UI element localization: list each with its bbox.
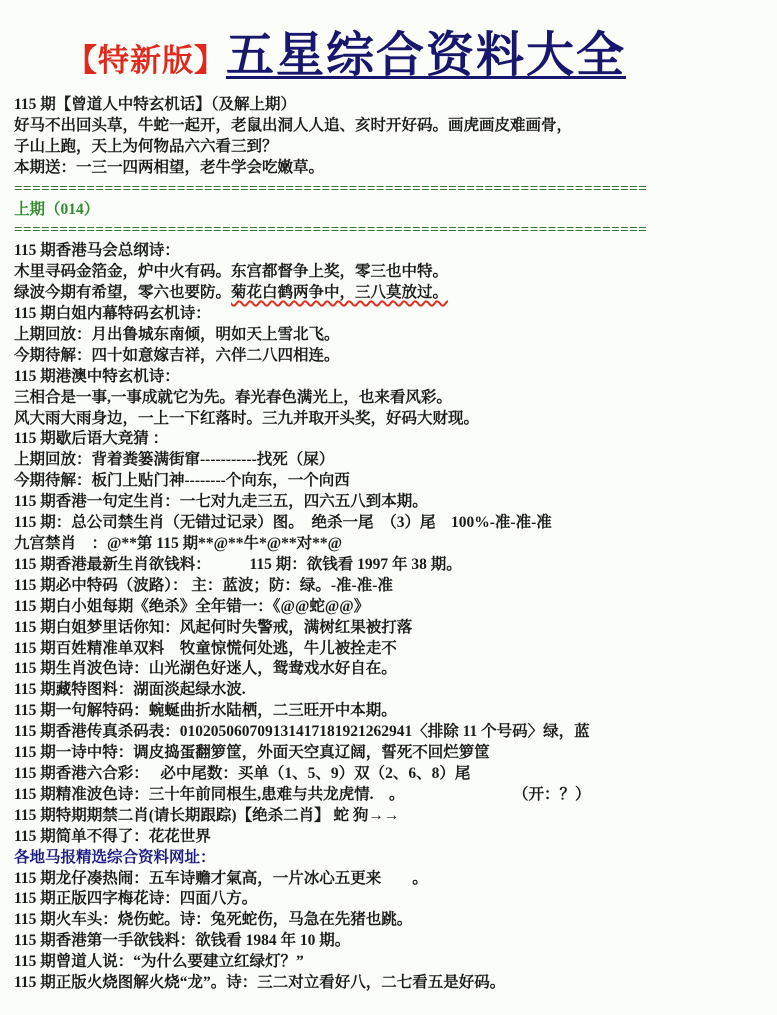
text-line: 115 期歇后语大竞猜 ： [14,430,169,448]
text-line: 115 期白姐梦里话你知：风起何时失警戒，满树红果被打落 [14,618,413,636]
text-line: 子山上跑，天上为何物品六六看三到？ [14,137,278,155]
text-line: 木里寻码金箔金，炉中火有码。东宫都督争上奖，零三也中特。 [14,263,449,281]
text-line: 115 期龙仔凑热闹：五车诗赡才氣高，一片冰心五更来 。 [14,869,428,887]
text-line: 上期（014） [14,200,100,218]
text-line: 115 期【曾道人中特玄机话】（及解上期） [14,96,297,113]
text-line: 115 期藏特图料：湖面淡起绿水波. [14,681,246,699]
text-line: 115 期一句解特码：蜿蜒曲折水陆栖，二三旺开中本期。 [14,702,397,720]
text-line: 上期回放：月出鲁城东南倾，明如天上雪北飞。 [14,325,340,343]
edition-tag: 【特新版】 [66,43,226,78]
text-line: 115 期火车头：烧伤蛇。诗：兔死蛇伤，马急在先猪也跳。 [14,911,413,929]
separator-line: ====================================================================== [14,222,648,239]
text-line: 各地马报精选综合资料网址： [14,848,216,866]
text-line: 风大雨大雨身边，一上一下红落时。三九并取开头奖，好码大财现。 [14,409,480,427]
text-line: 115 期正版四字梅花诗：四面八方。 [14,890,258,908]
text-line: 115 期精准波色诗：三十年前同根生,患难与共龙虎情. 。 （开：？） [14,785,591,803]
separator-line: ====================================================================== [14,180,648,197]
text-line: 115 期香港六合彩： 必中尾数：买单（1、5、9）双（2、6、8）尾 [14,764,471,782]
text-line: 115 期曾道人说：“为什么要建立红绿灯？” [14,953,304,971]
text-line: 本期送：一三一四两相望，老牛学会吃嫩草。 [14,158,325,176]
text-line: 115 期香港第一手欲钱料：欲钱看 1984 年 10 期。 [14,932,351,950]
text-line: 115 期香港一句定生肖：一七对九走三五，四六五八到本期。 [14,493,428,511]
text-line: 115 期香港最新生肖欲钱料： 115 期：欲钱看 1997 年 38 期。 [14,555,462,573]
text-line: 今期待解：四十如意嫁吉祥，六伴二八四相连。 [14,346,340,364]
content-lines [14,95,769,994]
text-line: 115 期简单不得了：花花世界 [14,827,211,845]
red-wavy-marked-text: 菊花白鹤两争中，三八莫放过。 [231,284,449,302]
text-line: 115 期百姓精准单双料 牧童惊慌何处逃，牛儿被拴走不 [14,639,397,657]
text-line: 绿波今期有希望，零六也要防。菊花白鹤两争中，三八莫放过。 [14,284,449,302]
text-line: 115 期：总公司禁生肖（无错过记录）图。 绝杀一尾 （3）尾 100%-准-准-准 [14,514,552,532]
text-line: 三相合是一事,一事成就它为先。春光春色满光上，也来看风彩。 [14,388,452,406]
text-line: 115 期香港传真杀码表：010205060709131417181921262941〈排除 11 个号码〉绿，蓝 [14,723,590,741]
page-header [66,16,769,85]
text-line: 115 期一诗中特：调皮捣蛋翻箩筐，外面天空真辽阔，誓死不回烂箩筐 [14,744,490,762]
text-line: 115 期白小姐每期《绝杀》全年错一：《@@蛇@@》 [14,597,370,615]
text-line: 九宫禁肖 ：@**第 115 期**@**牛*@**对**@ [14,535,343,552]
text-line: 今期待解：板门上贴门神--------个向东，一个向西 [14,472,350,490]
page-title: 五星综合资料大全 [226,29,627,82]
text-line: 115 期生肖波色诗：山光湖色好迷人，鸳鸯戏水好自在。 [14,660,397,678]
text-line: 115 期港澳中特玄机诗： [14,367,180,385]
text-line: 115 期特期期禁二肖(请长期跟踪)【绝杀二肖】 蛇 狗→→ [14,806,400,824]
text-line: 115 期白姐内幕特码玄机诗： [14,305,211,323]
text-line: 上期回放：背着粪篓满街窜-----------找死（屎） [14,451,335,469]
text-line: 115 期香港马会总纲诗： [14,242,180,260]
text-line: 115 期正版火烧图解火烧“龙”。诗：三二对立看好八，二七看五是好码。 [14,974,506,992]
text-line: 好马不出回头草，牛蛇一起开，老鼠出洞人人追、亥时开好码。画虎画皮难画骨， [14,116,573,134]
text-line: 115 期必中特码（波路）： 主：蓝波；防：绿。-准-准-准 [14,576,393,594]
